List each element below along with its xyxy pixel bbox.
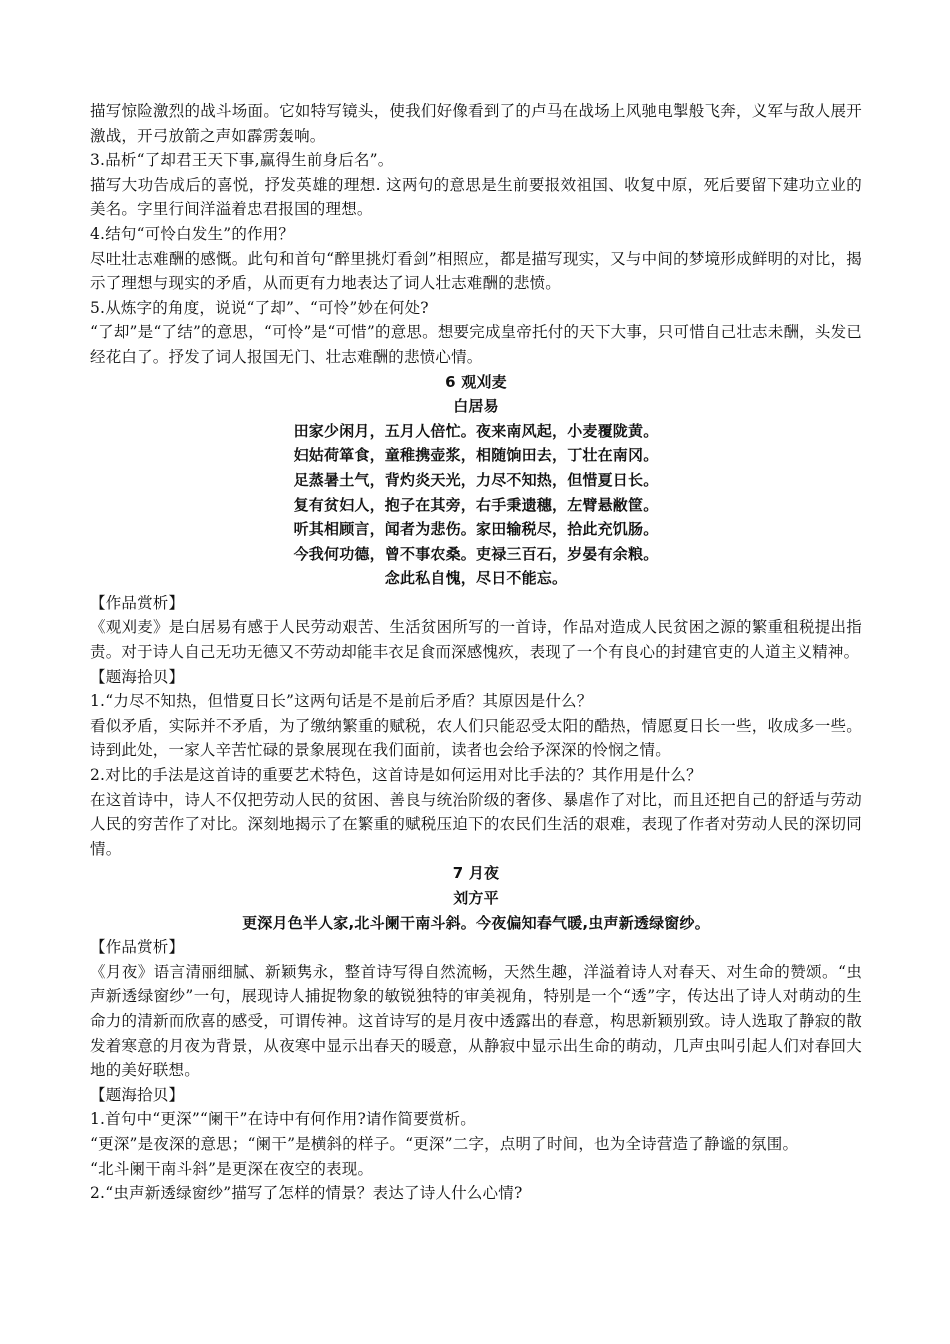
poem6-answer-2: 在这首诗中，诗人不仅把劳动人民的贫困、善良与统治阶级的奢侈、暴虐作了对比，而且还把自己的舒适与劳动人民的穷苦作了对比。深刻地揭示了在繁重的赋税压迫下的农民们生活的艰难，表现了作者对劳动人民的深切同情。 — [90, 790, 862, 858]
poem6-question-1: 1.“力尽不知热，但惜夏日长”这两句话是不是前后矛盾？其原因是什么？ — [90, 692, 593, 711]
poem6-appreciation: 《观刈麦》是白居易有感于人民劳动艰苦、生活贫困所写的一首诗，作品对造成人民贫困之源的繁重租税提出指责。对于诗人自己无功无德又不劳动却能丰衣足食而深感愧疚，表现了一个有良心的封建官吏的人道主义精神。 — [90, 618, 862, 662]
poem7-question-1: 1.首句中“更深”“阑干”在诗中有何作用?请作简要赏析。 — [90, 1110, 476, 1129]
poem7-answer-1: “更深”是夜深的意思；“阑干”是横斜的样子。“更深”二字，点明了时间，也为全诗营造了静谧的氛围。 — [90, 1134, 799, 1153]
poem6-line: 念此私自愧，尽日不能忘。 — [384, 569, 568, 588]
intro-paragraph: 描写惊险激烈的战斗场面。它如特写镜头，使我们好像看到了的卢马在战场上风驰电掣般飞奔，义军与敌人展开激战，开弓放箭之声如霹雳轰响。 — [90, 102, 862, 145]
poem6-line: 田家少闲月，五月人倍忙。夜来南风起，小麦覆陇黄。 — [293, 421, 659, 440]
question-4: 4.结句“可怜白发生”的作用？ — [90, 224, 295, 243]
poem7-author: 刘方平 — [453, 889, 499, 907]
answer-3: 描写大功告成后的喜悦，抒发英雄的理想. 这两句的意思是生前要报效祖国、收复中原，死后要留下建功立业的美名。字里行间洋溢着忠君报国的理想。 — [90, 175, 862, 219]
poem6-appreciation-heading: 【作品赏析】 — [90, 593, 185, 612]
poem6-line: 妇姑荷箪食，童稚携壶浆，相随饷田去，丁壮在南冈。 — [293, 446, 659, 465]
poem6-questions-heading: 【题海拾贝】 — [90, 667, 185, 686]
poem6-question-2: 2.对比的手法是这首诗的重要艺术特色，这首诗是如何运用对比手法的？其作用是什么？ — [90, 766, 702, 785]
poem6-line: 听其相顾言，闻者为悲伤。家田输税尽，拾此充饥肠。 — [293, 520, 659, 539]
document-body — [90, 99, 862, 1206]
poem7-line: 更深月色半人家,北斗阑干南斗斜。今夜偏知春气暖,虫声新透绿窗纱。 — [242, 913, 710, 932]
answer-5: “了却”是“了结”的意思，“可怜”是“可惜”的意思。想要完成皇帝托付的天下大事，只可惜自己壮志未酬，头发已经花白了。抒发了词人报国无门、壮志难酬的悲愤心情。 — [90, 323, 862, 366]
poem6-author: 白居易 — [453, 397, 499, 416]
poem7-question-2: 2.“虫声新透绿窗纱”描写了怎样的情景？表达了诗人什么心情? — [90, 1184, 523, 1203]
poem6-line: 复有贫妇人，抱子在其旁，右手秉遗穗，左臂悬敝筐。 — [293, 495, 659, 514]
poem7-appreciation-heading: 【作品赏析】 — [90, 938, 185, 957]
poem7-title: 7 月夜 — [452, 864, 500, 883]
poem6-line: 今我何功德，曾不事农桑。吏禄三百石，岁晏有余粮。 — [293, 544, 659, 563]
poem6-title: 6 观刈麦 — [445, 372, 507, 391]
poem7-answer-1-cont: “北斗阑干南斗斜”是更深在夜空的表现。 — [90, 1159, 374, 1178]
poem6-line: 足蒸暑土气，背灼炎天光，力尽不知热，但惜夏日长。 — [293, 470, 659, 489]
question-3: 3.品析“了却君王天下事,赢得生前身后名”。 — [90, 151, 394, 170]
answer-4: 尽吐壮志难酬的感慨。此句和首句“醉里挑灯看剑”相照应，都是描写现实，又与中间的梦境形成鲜明的对比，揭示了理想与现实的矛盾，从而更有力地表达了词人壮志难酬的悲愤。 — [90, 249, 862, 293]
poem7-appreciation: 《月夜》语言清丽细腻、新颖隽永，整首诗写得自然流畅，天然生趣，洋溢着诗人对春天、对生命的赞颂。“虫声新透绿窗纱”一句，展现诗人捕捉物象的敏锐独特的审美视角，特别是一个“透”字，传达出了诗人对萌动的生命力的清新而欣喜的感受，可谓传神。这首诗写的是月夜中透露出的春意，构思新颖别致。诗人选取了静寂的散发着寒意的月夜为背景，从夜寒中显示出春天的暖意，从静寂中显示出生命的萌动，几声虫叫引起人们对春回大地的美好联想。 — [90, 962, 862, 1080]
poem6-answer-1: 看似矛盾，实际并不矛盾，为了缴纳繁重的赋税，农人们只能忍受太阳的酷热，情愿夏日长一些，收成多一些。诗到此处，一家人辛苦忙碌的景象展现在我们面前，读者也会给予深深的怜悯之情。 — [90, 716, 862, 760]
poem7-questions-heading: 【题海拾贝】 — [90, 1085, 185, 1104]
question-5: 5.从炼字的角度，说说“了却”、“可怜”妙在何处? — [90, 298, 429, 317]
